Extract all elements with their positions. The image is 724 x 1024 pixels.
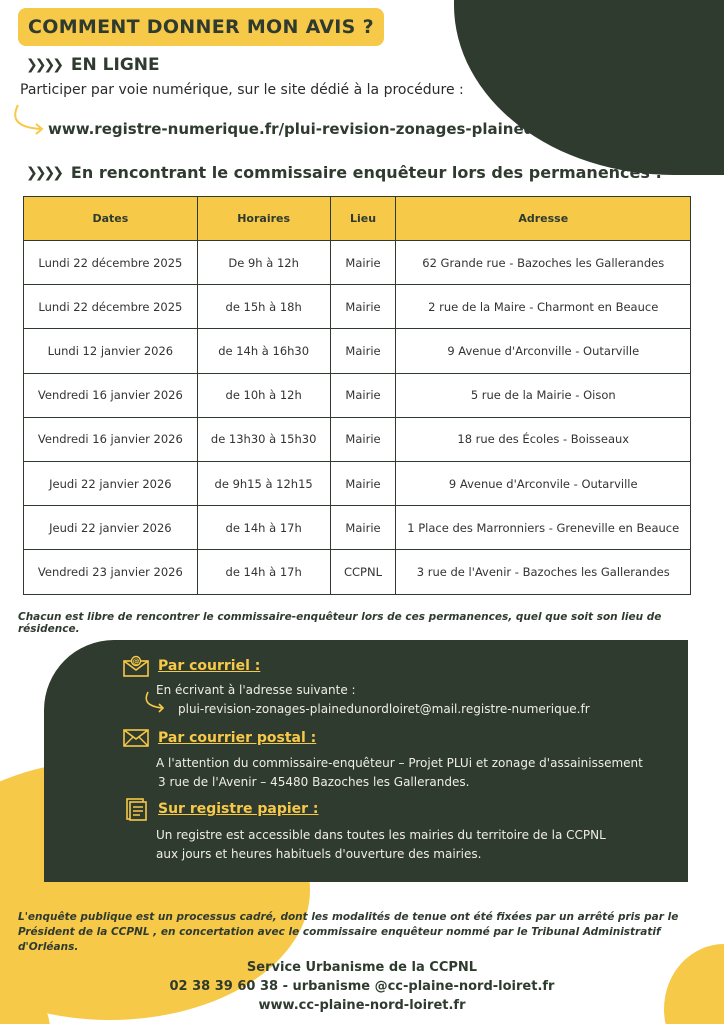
table-row — [24, 241, 691, 285]
col-header-horaires: Horaires — [197, 197, 330, 241]
permanences-table — [23, 196, 691, 595]
online-heading — [26, 55, 160, 75]
cell-hours: de 14h à 16h30 — [197, 329, 330, 373]
cell-address: 18 rue des Écoles - Boisseaux — [396, 417, 691, 461]
footer-website-link[interactable]: www.cc-plaine-nord-loiret.fr — [258, 998, 466, 1013]
cell-address: 1 Place des Marronniers - Greneville en Beauce — [396, 506, 691, 550]
cell-address: 62 Grande rue - Bazoches les Gallerandes — [396, 241, 691, 285]
contact-panel — [44, 640, 688, 882]
cell-hours: De 9h à 12h — [197, 241, 330, 285]
cell-date: Jeudi 22 janvier 2026 — [24, 506, 198, 550]
cell-date: Jeudi 22 janvier 2026 — [24, 461, 198, 505]
chevrons-icon: ❯❯❯❯ — [26, 164, 61, 181]
cell-address: 3 rue de l'Avenir - Bazoches les Gallerandes — [396, 550, 691, 594]
cell-place: Mairie — [330, 417, 396, 461]
cell-place: Mairie — [330, 506, 396, 550]
register-heading-label[interactable]: Sur registre papier : — [158, 801, 319, 817]
cell-hours: de 14h à 17h — [197, 506, 330, 550]
email-heading-label[interactable]: Par courriel : — [158, 658, 261, 674]
table-row — [24, 461, 691, 505]
cell-address: 5 rue de la Mairie - Oison — [396, 373, 691, 417]
permanences-heading — [26, 163, 662, 182]
email-address-link[interactable]: plui-revision-zonages-plainedunordloiret@mail.registre-numerique.fr — [178, 702, 590, 716]
postal-line-1: A l'attention du commissaire-enquêteur – Projet PLUi et zonage d'assainissement — [156, 756, 643, 770]
free-meeting-note: Chacun est libre de rencontrer le commissaire-enquêteur lors de ces permanences, quel que soit son lieu de résidence. — [18, 611, 662, 635]
cell-date: Lundi 22 décembre 2025 — [24, 241, 198, 285]
decor-dark-shape-top-right — [454, 0, 724, 175]
online-description: Participer par voie numérique, sur le site dédié à la procédure : — [20, 82, 464, 98]
cell-hours: de 9h15 à 12h15 — [197, 461, 330, 505]
cell-hours: de 14h à 17h — [197, 550, 330, 594]
cell-address: 9 Avenue d'Arconville - Outarville — [396, 329, 691, 373]
table-row — [24, 373, 691, 417]
registry-url-link[interactable]: www.registre-numerique.fr/plui-revision-zonages-plainedunordloiret — [48, 120, 630, 138]
online-heading-label: EN LIGNE — [70, 55, 160, 75]
table-row — [24, 285, 691, 329]
cell-address: 9 Avenue d'Arconvile - Outarville — [396, 461, 691, 505]
cell-place: Mairie — [330, 329, 396, 373]
permanences-heading-label: En rencontrant le commissaire enquêteur lors des permanences : — [70, 163, 662, 182]
legal-note: L'enquête publique est un processus cadré, dont les modalités de tenue ont été fixées par un arrêté pris par le Président de la CCPNL , en concertation avec le commissaire enquêteur nommé par le Tribunal Administratif d'Orléans. — [18, 911, 679, 953]
cell-date: Lundi 22 décembre 2025 — [24, 285, 198, 329]
table-row — [24, 550, 691, 594]
postal-line-2: 3 rue de l'Avenir – 45480 Bazoches les Gallerandes. — [158, 775, 470, 789]
cell-place: CCPNL — [330, 550, 396, 594]
paper-register-icon — [122, 797, 150, 821]
chevrons-icon: ❯❯❯❯ — [26, 57, 61, 73]
col-header-dates: Dates — [24, 197, 198, 241]
col-header-lieu: Lieu — [330, 197, 396, 241]
register-heading — [122, 797, 319, 821]
col-header-adresse: Adresse — [396, 197, 691, 241]
register-line-1: Un registre est accessible dans toutes les mairies du territoire de la CCPNL — [156, 828, 606, 842]
email-envelope-icon — [122, 654, 150, 678]
postal-heading — [122, 726, 316, 750]
cell-address: 2 rue de la Maire - Charmont en Beauce — [396, 285, 691, 329]
table-row — [24, 506, 691, 550]
cell-hours: de 10h à 12h — [197, 373, 330, 417]
footer — [0, 958, 724, 1015]
curved-arrow-icon — [10, 103, 50, 138]
cell-place: Mairie — [330, 285, 396, 329]
cell-date: Vendredi 23 janvier 2026 — [24, 550, 198, 594]
cell-date: Vendredi 16 janvier 2026 — [24, 373, 198, 417]
postal-heading-label[interactable]: Par courrier postal : — [158, 730, 317, 746]
email-intro: En écrivant à l'adresse suivante : — [156, 683, 356, 697]
cell-hours: de 15h à 18h — [197, 285, 330, 329]
cell-hours: de 13h30 à 15h30 — [197, 417, 330, 461]
cell-place: Mairie — [330, 241, 396, 285]
footer-phone-email[interactable]: 02 38 39 60 38 - urbanisme @cc-plaine-nord-loiret.fr — [169, 979, 555, 994]
cell-date: Vendredi 16 janvier 2026 — [24, 417, 198, 461]
svg-text:@: @ — [132, 657, 140, 666]
cell-place: Mairie — [330, 373, 396, 417]
curved-arrow-icon — [142, 690, 168, 716]
table-header-row — [24, 197, 691, 241]
mail-envelope-icon — [122, 726, 150, 750]
page-title: COMMENT DONNER MON AVIS ? — [18, 8, 384, 46]
table-row — [24, 329, 691, 373]
table-row — [24, 417, 691, 461]
register-line-2: aux jours et heures habituels d'ouverture des mairies. — [156, 847, 482, 861]
cell-date: Lundi 12 janvier 2026 — [24, 329, 198, 373]
email-heading — [122, 654, 260, 678]
cell-place: Mairie — [330, 461, 396, 505]
footer-service: Service Urbanisme de la CCPNL — [246, 960, 478, 975]
